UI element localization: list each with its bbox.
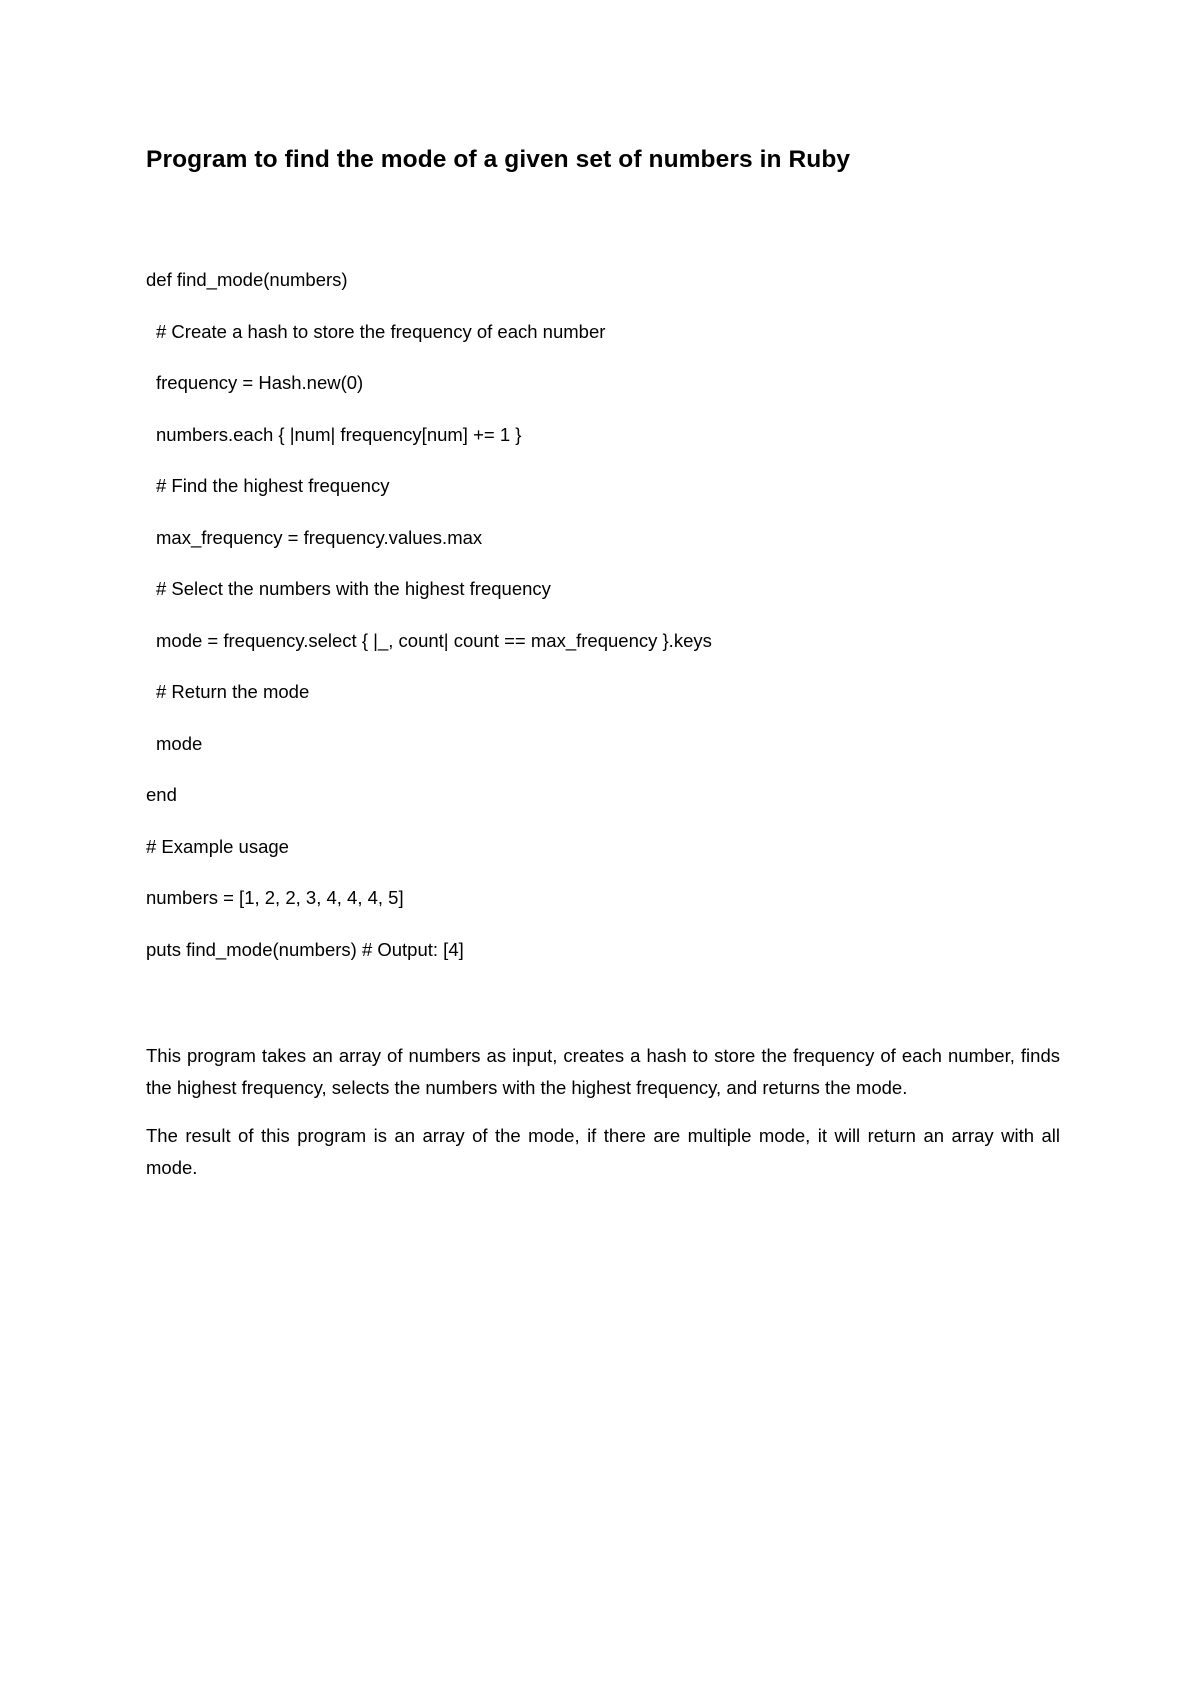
code-line: # Return the mode — [156, 681, 310, 702]
code-line: # Find the highest frequency — [156, 475, 390, 496]
code-line: numbers.each { |num| frequency[num] += 1 } — [156, 423, 522, 445]
code-line: # Create a hash to store the frequency of each number — [156, 320, 606, 342]
code-line: mode = frequency.select { |_, count| count == max_frequency }.keys — [156, 629, 712, 651]
code-line: max_frequency = frequency.values.max — [156, 526, 483, 548]
explanation-paragraph: This program takes an array of numbers as input, creates a hash to store the frequency of each number, finds the highest frequency, selects the numbers with the highest frequency, and returns the mode. — [146, 1045, 1060, 1098]
code-line: end — [146, 784, 177, 805]
code-line: # Select the numbers with the highest frequency — [156, 578, 551, 599]
code-line: def find_mode(numbers) — [146, 269, 348, 290]
code-line: puts find_mode(numbers) # Output: [4] — [146, 938, 464, 960]
code-line: mode — [156, 732, 203, 754]
code-line: frequency = Hash.new(0) — [156, 372, 364, 393]
explanation-paragraph: The result of this program is an array of the mode, if there are multiple mode, it will return an array with all mode. — [146, 1125, 1060, 1178]
code-listing — [146, 268, 712, 989]
explanation-section — [146, 1040, 1060, 1200]
code-line: # Example usage — [146, 835, 289, 857]
document-title: Program to find the mode of a given set of numbers in Ruby — [146, 146, 851, 173]
code-line: numbers = [1, 2, 2, 3, 4, 4, 4, 5] — [146, 887, 404, 908]
